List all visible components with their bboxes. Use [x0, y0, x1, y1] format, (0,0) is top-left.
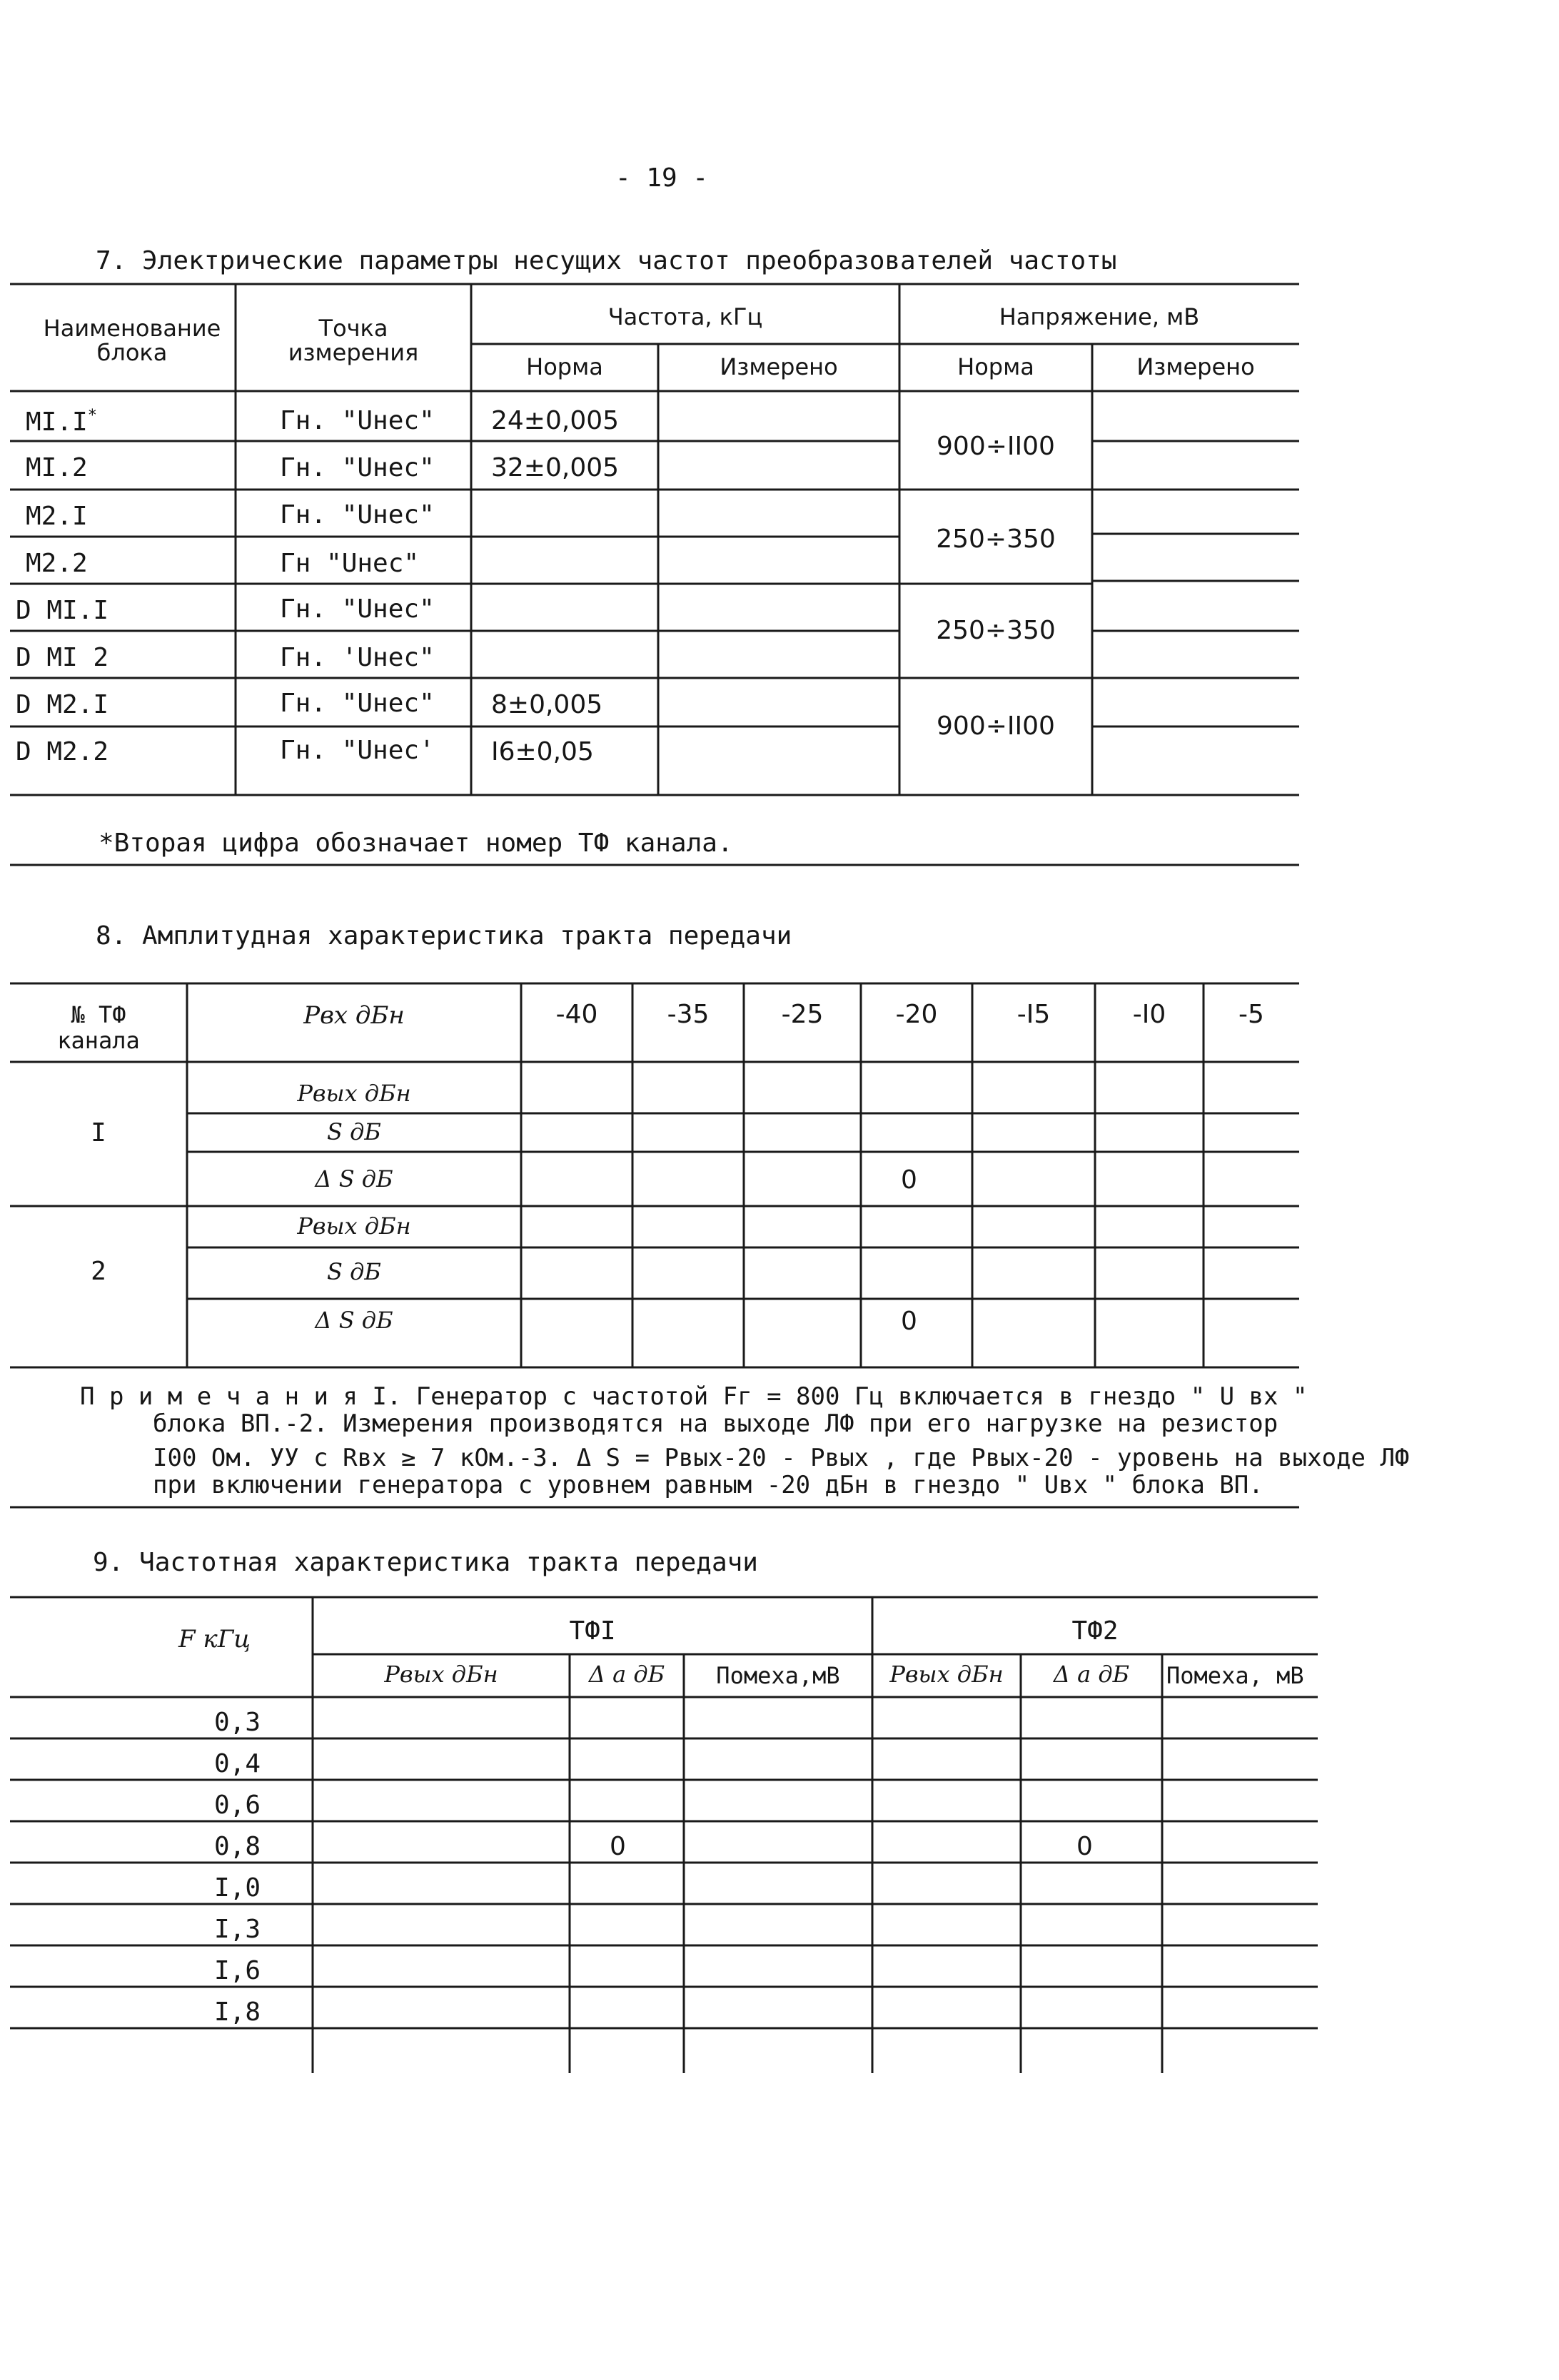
- note-line-3: I00 Ом. УУ с Rвх ≥ 7 кОм.-3. Δ S = Pвых-20 - Pвых , где Pвых-20 - уровень на выходе ЛФ: [153, 1444, 1410, 1472]
- row-block: М2.2: [26, 549, 88, 578]
- freq-value: I,0: [214, 1873, 261, 1903]
- row-block: D МI 2: [16, 643, 109, 672]
- row-point: Гн "Uнес": [280, 549, 420, 578]
- row-block: D М2.I: [16, 690, 109, 719]
- row-freq-norm: 8±0,005: [491, 690, 603, 719]
- zero-value: 0: [901, 1165, 917, 1195]
- footnote-mark: *: [87, 407, 97, 425]
- row-label-pout: Pвых дБн: [297, 1080, 411, 1107]
- header-block-line2: блока: [96, 339, 168, 366]
- note-line-4: при включении генератора с уровнем равным -20 дБн в гнездо " Uвх " блока ВП.: [153, 1471, 1263, 1499]
- freq-value: 0,4: [214, 1749, 261, 1778]
- header-f: F кГц: [178, 1625, 251, 1654]
- row-point: Гн. "Uнес": [280, 406, 435, 435]
- level-cell: -35: [667, 1000, 710, 1029]
- section-8-title: 8. Амплитудная характеристика тракта передачи: [96, 921, 792, 951]
- note-line-2: блока ВП.-2. Измерения производятся на выходе ЛФ при его нагрузке на резистор: [153, 1409, 1278, 1438]
- level-cell: -25: [781, 1000, 824, 1029]
- page-number: - 19 -: [615, 163, 709, 193]
- row-point: Гн. "Uнес": [280, 453, 435, 482]
- section-7-title: 7. Электрические параметры несущих частот преобразователей частоты: [96, 246, 1117, 275]
- row-freq-norm: I6±0,05: [491, 737, 594, 766]
- header-volt-measured: Измерено: [1136, 353, 1255, 380]
- row-block: D М2.2: [16, 737, 109, 766]
- header-da-tf2: Δ a дБ: [1053, 1661, 1130, 1688]
- header-volt-norm: Норма: [957, 353, 1034, 380]
- row-block: М2.I: [26, 502, 88, 531]
- level-cell: -20: [895, 1000, 938, 1029]
- block-name: МI.I: [26, 407, 88, 437]
- header-block: [29, 317, 236, 364]
- row-point: Гн. 'Uнес": [280, 643, 435, 672]
- zero-value-tf2: 0: [1076, 1832, 1093, 1861]
- section-9-title: 9. Частотная характеристика тракта передачи: [93, 1548, 758, 1577]
- header-freq-measured: Измерено: [720, 353, 838, 380]
- footnote: *Вторая цифра обозначает номер ТФ канала.: [99, 829, 733, 858]
- header-point-line2: измерения: [288, 339, 419, 366]
- header-da-tf1: Δ a дБ: [588, 1661, 665, 1688]
- freq-value: I,3: [214, 1915, 261, 1944]
- freq-value: 0,3: [214, 1708, 261, 1737]
- row-label-pout: Pвых дБн: [297, 1212, 411, 1240]
- volt-norm-group-2: 250÷350: [936, 525, 1056, 554]
- header-frequency: Частота, кГц: [607, 303, 763, 330]
- volt-norm-group-3: 250÷350: [936, 616, 1056, 645]
- freq-value: 0,8: [214, 1832, 261, 1861]
- header-point: [250, 317, 457, 364]
- freq-value: 0,6: [214, 1791, 261, 1820]
- row-freq-norm: 32±0,005: [491, 453, 620, 482]
- channel-number: 2: [91, 1257, 106, 1286]
- row-point: Гн. "Uнес": [280, 689, 435, 718]
- level-cell: -I5: [1016, 1000, 1051, 1029]
- row-label-s: S дБ: [327, 1258, 381, 1285]
- row-point: Гн. "Uнес": [280, 500, 435, 530]
- header-block-line1: Наименование: [43, 315, 221, 342]
- header-channel-line2: канала: [57, 1027, 140, 1054]
- header-freq-norm: Норма: [526, 353, 603, 380]
- level-cell: -I0: [1132, 1000, 1166, 1029]
- freq-value: I,6: [214, 1956, 261, 1985]
- header-noise-tf2: Помеха, мВ: [1166, 1662, 1304, 1689]
- header-pin: Pвх дБн: [303, 1001, 405, 1030]
- level-cell: -40: [555, 1000, 598, 1029]
- note-line-1: П р и м е ч а н и я I. Генератор с частотой Fг = 800 Гц включается в гнездо " U вх ": [80, 1382, 1308, 1411]
- row-block: D МI.I: [16, 596, 109, 625]
- header-point-line1: Точка: [318, 315, 388, 342]
- row-label-delta-s: Δ S дБ: [315, 1165, 393, 1192]
- row-point: Гн. "Uнес': [280, 736, 435, 765]
- row-label-s: S дБ: [327, 1118, 381, 1145]
- header-tf2: ТФ2: [1071, 1616, 1119, 1646]
- header-pout-tf1: Pвых дБн: [384, 1661, 498, 1688]
- zero-value: 0: [901, 1307, 917, 1336]
- channel-number: I: [91, 1118, 106, 1148]
- volt-norm-group-4: 900÷II00: [937, 712, 1055, 741]
- volt-norm-group-1: 900÷II00: [937, 432, 1055, 461]
- zero-value-tf1: 0: [610, 1832, 626, 1861]
- level-cell: -5: [1238, 1000, 1264, 1029]
- freq-value: I,8: [214, 1997, 261, 2027]
- header-channel: [10, 1003, 187, 1052]
- header-voltage: Напряжение, мВ: [999, 303, 1200, 330]
- row-block: МI.2: [26, 453, 88, 482]
- header-pout-tf2: Pвых дБн: [889, 1661, 1004, 1688]
- header-tf1: ТФI: [569, 1616, 616, 1646]
- row-label-delta-s: Δ S дБ: [315, 1307, 393, 1334]
- row-point: Гн. "Uнес": [280, 594, 435, 624]
- header-noise-tf1: Помеха,мВ: [716, 1662, 840, 1689]
- row-block: [26, 408, 97, 435]
- header-channel-line1: № ТФ: [71, 1001, 126, 1028]
- row-freq-norm: 24±0,005: [491, 406, 620, 435]
